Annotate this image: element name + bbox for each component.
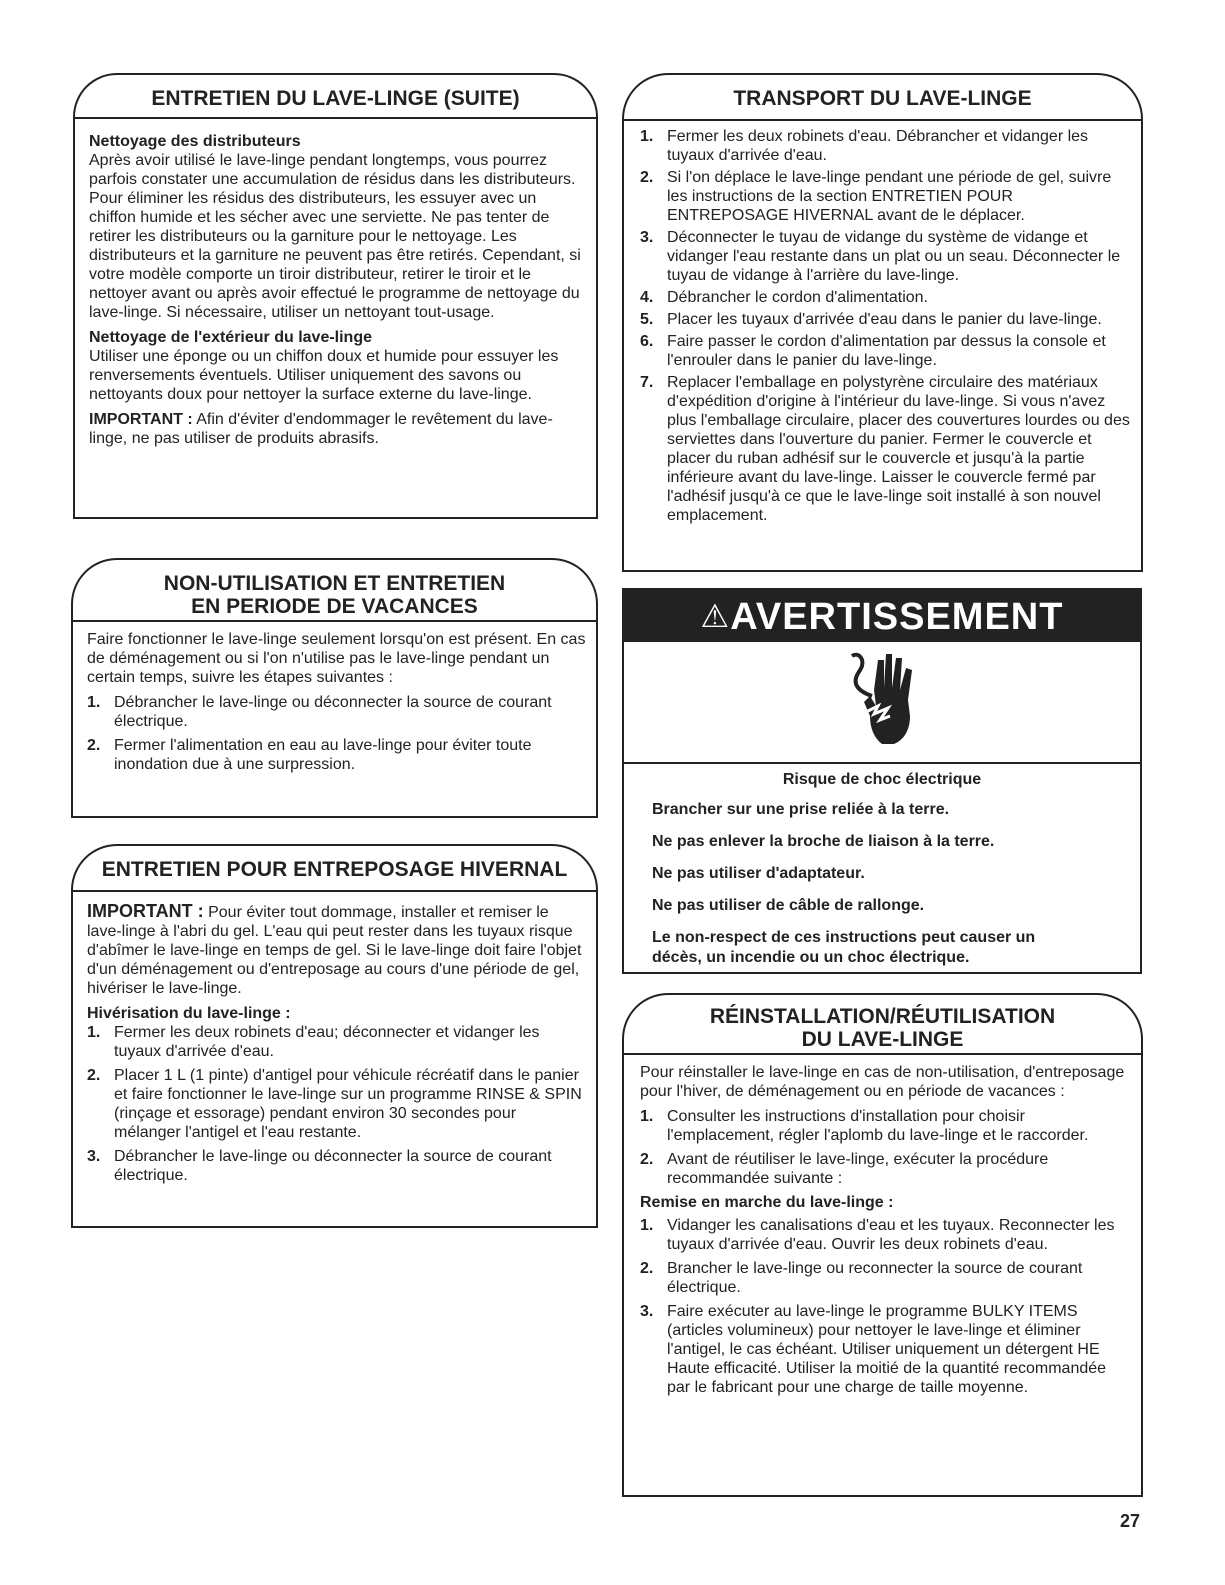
- steps-list: [640, 1216, 1131, 1397]
- steps-list: [640, 127, 1131, 525]
- section-title-tab: [622, 993, 1143, 1053]
- section-vacances: [71, 572, 598, 818]
- paragraph: Utiliser une éponge ou un chiffon doux et humide pour essuyer les renversements éventuels. Utiliser uniquement des savons ou nettoyants doux pour nettoyer la surface externe du lave-linge.: [89, 348, 559, 403]
- subsection-heading: Remise en marche du lave-linge :: [640, 1194, 894, 1211]
- list-item: 2. Brancher le lave-linge ou reconnecter la source de courant électrique.: [640, 1260, 1083, 1296]
- list-item: 6. Faire passer le cordon d'alimentation par dessus la console et l'enrouler dans le panier du lave-linge.: [640, 333, 1106, 369]
- section-title: TRANSPORT DU LAVE-LINGE: [733, 87, 1032, 110]
- section-title-line: EN PERIODE DE VACANCES: [191, 595, 478, 618]
- electric-shock-hand-icon: [844, 650, 924, 754]
- section-transport: [622, 87, 1143, 572]
- list-item: 1. Consulter les instructions d'installation pour choisir l'emplacement, régler l'aplomb du lave-linge et le raccorder.: [640, 1108, 1089, 1144]
- section-title-tab: [622, 73, 1143, 119]
- steps-list: [640, 1107, 1131, 1188]
- warning-title-band: [624, 590, 1140, 642]
- section-hivernal: [71, 858, 598, 1228]
- paragraph: Faire fonctionner le lave-linge seulement lorsqu'on est présent. En cas de déménagement ou si l'on n'utilise pas le lave-linge pendant un certain temps, suivre les étapes suivantes :: [87, 631, 586, 686]
- paragraph: Après avoir utilisé le lave-linge pendant longtemps, vous pourrez parfois constater une accumulation de résidus dans les distributeurs. Pour éliminer les résidus des distributeurs, les essuyer avec un chiffon humide et les sécher avec une serviette. Ne pas tenter de retirer les distributeurs ou la garniture pour le nettoyage. Les distributeurs et la garniture ne peuvent pas être retirés. Cependant, si votre modèle comporte un tiroir distributeur, retirer le tiroir et le nettoyer avant ou après avoir effectué le programme de nettoyage du lave-linge. Si nécessaire, utiliser un nettoyant tout-usage.: [89, 152, 581, 321]
- section-title-tab: [71, 558, 598, 620]
- section-title-tab: [73, 73, 598, 117]
- list-item: 2. Fermer l'alimentation en eau au lave-linge pour éviter toute inondation due à une surpression.: [87, 737, 532, 773]
- paragraph: Pour réinstaller le lave-linge en cas de non-utilisation, d'entreposage pour l'hiver, de déménagement ou en période de vacances :: [640, 1064, 1125, 1100]
- page-number: 27: [1120, 1511, 1141, 1531]
- steps-list: [87, 693, 586, 774]
- warning-risk-heading: Risque de choc électrique: [782, 771, 982, 788]
- list-item: 1. Vidanger les canalisations d'eau et les tuyaux. Reconnecter les tuyaux d'arrivée d'eau. Ouvrir les deux robinets d'eau.: [640, 1217, 1115, 1253]
- important-note: IMPORTANT : Afin d'éviter d'endommager le revêtement du lave-linge, ne pas utiliser de produits abrasifs.: [89, 411, 553, 447]
- section-title-tab: [71, 844, 598, 890]
- section-title-line: RÉINSTALLATION/RÉUTILISATION: [709, 1005, 1056, 1028]
- list-item: 7. Replacer l'emballage en polystyrène circulaire des matériaux d'expédition d'origine à l'intérieur du lave-linge. Si vous n'avez plus l'emballage circulaire, placer des couvertures lourdes ou des serviettes dans l'ouverture du panier. Fermer le couvercle et placer du ruban adhésif sur le couvercle et jusqu'à la partie inférieure avant du lave-linge. Laisser le couvercle fermé par l'adhésif jusqu'à ce que le lave-linge soit installé à son nouvel emplacement.: [640, 374, 1130, 524]
- warning-line: Ne pas utiliser de câble de rallonge.: [652, 897, 925, 914]
- warning-line: Brancher sur une prise reliée à la terre.: [652, 801, 950, 818]
- warning-line: Ne pas enlever la broche de liaison à la terre.: [652, 833, 995, 850]
- warning-title: AVERTISSEMENT: [730, 596, 1064, 638]
- section-entretien: [73, 87, 598, 519]
- warning-line: Ne pas utiliser d'adaptateur.: [652, 865, 865, 882]
- subsection-heading: Nettoyage des distributeurs: [89, 133, 301, 150]
- list-item: 2. Si l'on déplace le lave-linge pendant une période de gel, suivre les instructions de la section ENTRETIEN POUR ENTREPOSAGE HIVERNAL avant de le déplacer.: [640, 169, 1112, 224]
- list-item: 1. Fermer les deux robinets d'eau. Débrancher et vidanger les tuyaux d'arrivée d'eau.: [640, 128, 1089, 164]
- list-item: 3. Faire exécuter au lave-linge le programme BULKY ITEMS (articles volumineux) pour nettoyer le lave-linge et éliminer l'antigel, le cas échéant. Utiliser uniquement un détergent HE Haute efficacité. Utiliser la moitié de la quantité recommandée par le fabricant pour une charge de taille moyenne.: [640, 1303, 1107, 1396]
- list-item: 1. Fermer les deux robinets d'eau; déconnecter et vidanger les tuyaux d'arrivée d'eau.: [87, 1024, 540, 1060]
- steps-list: [87, 1023, 586, 1185]
- warning-triangle-icon: ⚠: [700, 598, 731, 634]
- list-item: 5. Placer les tuyaux d'arrivée d'eau dans le panier du lave-linge.: [640, 311, 1102, 328]
- warning-line: Le non-respect de ces instructions peut causer un décès, un incendie ou un choc électrique.: [652, 929, 1036, 966]
- list-item: 2. Placer 1 L (1 pinte) d'antigel pour véhicule récréatif dans le panier et faire fonctionner le lave-linge sur un programme RINSE & SPIN (rinçage et essorage) pendant environ 30 secondes pour mélanger l'antigel et l'eau restante.: [87, 1067, 582, 1141]
- subsection-heading: Nettoyage de l'extérieur du lave-linge: [89, 329, 372, 346]
- warning-text: [652, 800, 1122, 980]
- warning-panel: [622, 588, 1142, 974]
- list-item: 1. Débrancher le lave-linge ou déconnecter la source de courant électrique.: [87, 694, 552, 730]
- section-title-line: DU LAVE-LINGE: [801, 1028, 964, 1051]
- section-title: ENTRETIEN DU LAVE-LINGE (SUITE): [151, 87, 520, 110]
- warning-icon-area: [624, 642, 1140, 764]
- subsection-heading: Hivérisation du lave-linge :: [87, 1005, 291, 1022]
- section-title: ENTRETIEN POUR ENTREPOSAGE HIVERNAL: [101, 858, 568, 881]
- list-item: 3. Déconnecter le tuyau de vidange du système de vidange et vidanger l'eau restante dans un plat ou un seau. Déconnecter le tuyau de vidange à l'arrière du lave-linge.: [640, 229, 1121, 284]
- section-title-line: NON-UTILISATION ET ENTRETIEN: [163, 572, 506, 595]
- list-item: 2. Avant de réutiliser le lave-linge, exécuter la procédure recommandée suivante :: [640, 1151, 1049, 1187]
- list-item: 4. Débrancher le cordon d'alimentation.: [640, 289, 928, 306]
- important-note: IMPORTANT : Pour éviter tout dommage, installer et remiser le lave-linge à l'abri du gel. L'eau qui peut rester dans les tuyaux risque d'abîmer le lave-linge en temps de gel. Si le lave-linge doit faire l'objet d'un déménagement ou d'entreposage au cours d'une période de gel, hivériser le lave-linge.: [87, 901, 582, 997]
- section-reinstallation: [622, 1005, 1143, 1497]
- list-item: 3. Débrancher le lave-linge ou déconnecter la source de courant électrique.: [87, 1148, 552, 1184]
